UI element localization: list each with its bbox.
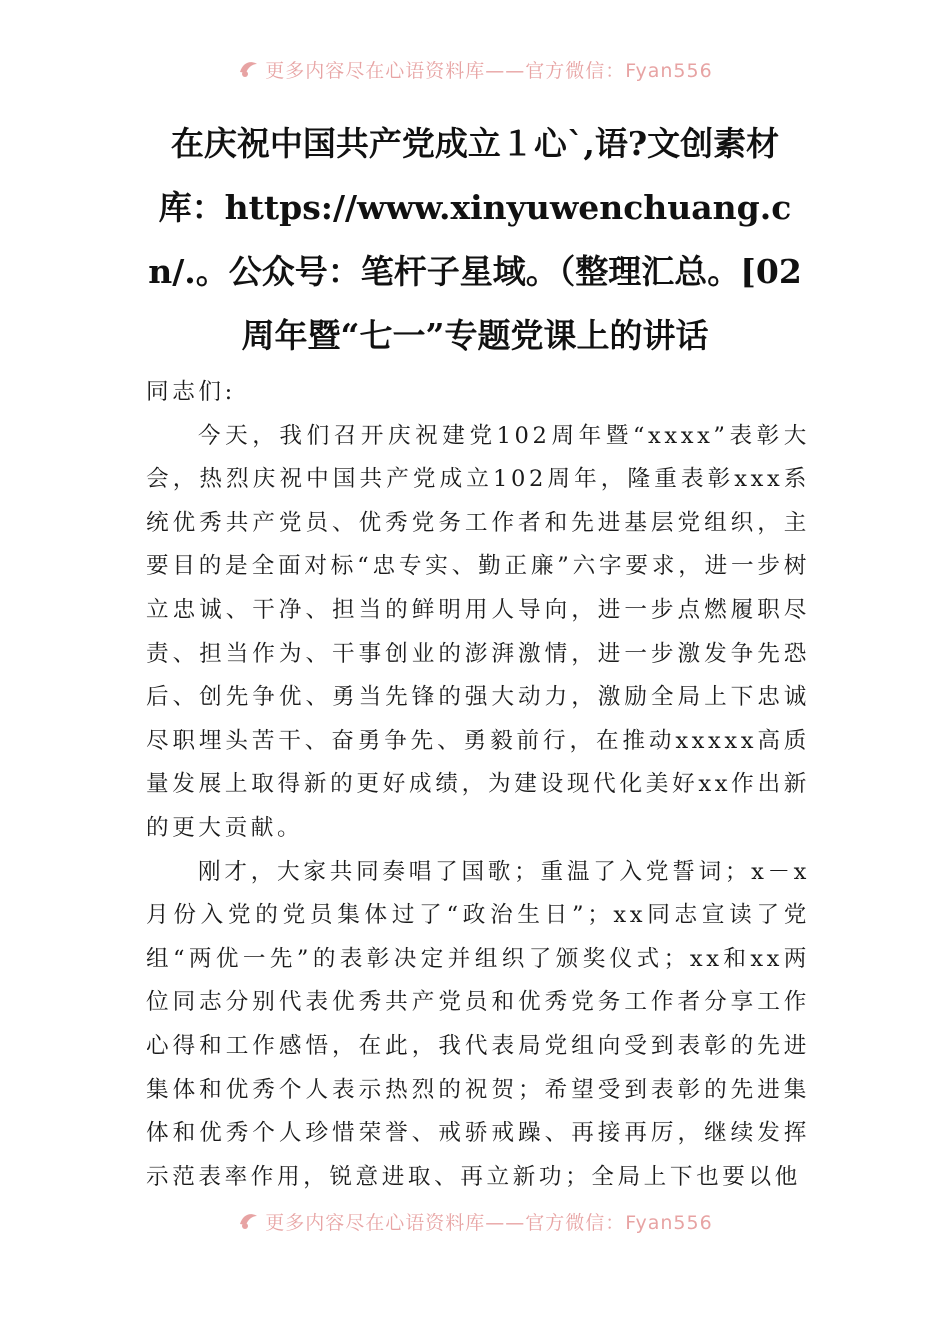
watermark-logo-icon — [237, 1209, 261, 1239]
watermark-logo-icon — [237, 57, 261, 87]
salutation: 同志们: — [146, 379, 236, 405]
document-body — [146, 371, 810, 1199]
paragraph-2: 刚才，大家共同奏唱了国歌；重温了入党誓词；x－x月份入党的党员集体过了“政治生日”；xx同志宣读了党组“两优一先”的表彰决定并组织了颁奖仪式；xx和xx两位同志分别代表优秀共产党员和优秀党务工作者分享工作心得和工作感悟，在此，我代表局党组向受到表彰的先进集体和优秀个人表示热烈的祝贺；希望受到表彰的先进集体和优秀个人珍惜荣誉、戒骄戒躁、再接再厉，继续发挥示范表率作用，锐意进取、再立新功；全局上下也要以他 — [146, 858, 810, 1190]
footer-watermark-text: 更多内容尽在心语资料库——官方微信：Fyan556 — [265, 1212, 713, 1234]
header-watermark-text: 更多内容尽在心语资料库——官方微信：Fyan556 — [265, 60, 713, 82]
header-watermark — [0, 56, 950, 86]
paragraph-1: 今天，我们召开庆祝建党102周年暨“xxxx”表彰大会，热烈庆祝中国共产党成立102周年，隆重表彰xxx系统优秀共产党员、优秀党务工作者和先进基层党组织，主要目的是全面对标“忠专实、勤正廉”六字要求，进一步树立忠诚、干净、担当的鲜明用人导向，进一步点燃履职尽责、担当作为、干事创业的澎湃激情，进一步激发争先恐后、创先争优、勇当先锋的强大动力，激励全局上下忠诚尽职埋头苦干、奋勇争先、勇毅前行，在推动xxxxx高质量发展上取得新的更好成绩，为建设现代化美好xx作出新的更大贡献。 — [146, 422, 810, 841]
footer-watermark — [0, 1208, 950, 1238]
document-title: 在庆祝中国共产党成立１心`,语?文创素材库：https://www.xinyuwenchuang.cn/.。公众号：笔杆子星域。（整理汇总。[02周年暨“七一”专题党课上的讲话 — [148, 124, 802, 355]
